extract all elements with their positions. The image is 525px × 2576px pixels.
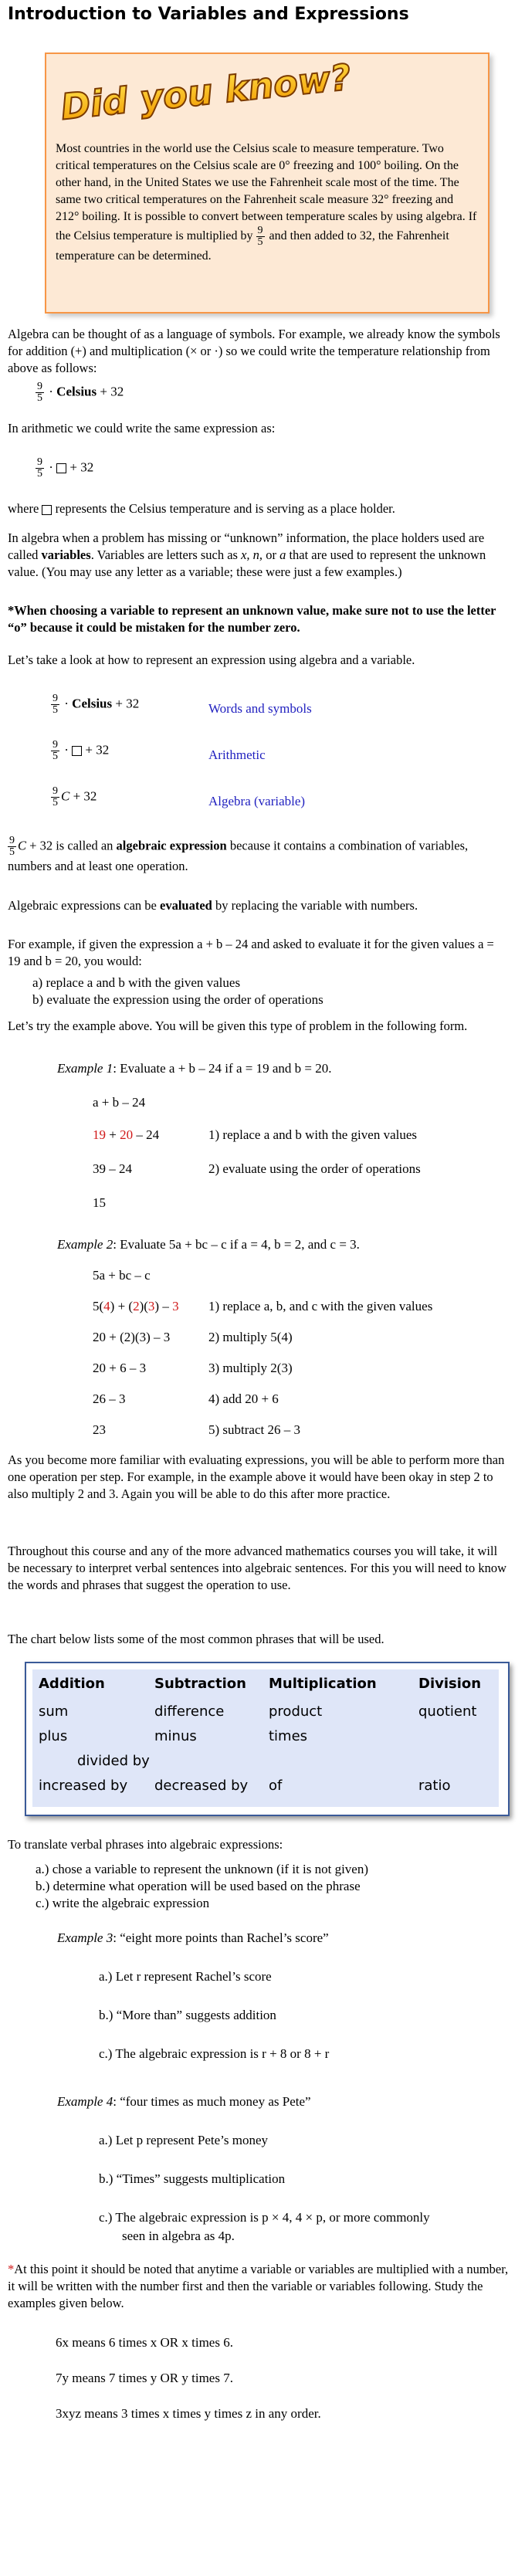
translate-step: c.) write the algebraic expression — [36, 1896, 210, 1910]
chart-cell: sum — [39, 1703, 69, 1720]
variables-paragraph: In algebra when a problem has missing or “unknown” information, the place holders used are called variables. Variables are letters such as x, n, or a that are used to represent the unknown value. (You may use any letter as a variable; these were just a few examples.) — [8, 530, 486, 579]
example4-step: c.) The algebraic expression is p × 4, 4 × p, or more commonly — [99, 2210, 430, 2225]
example2-note: 2) multiply 5(4) — [208, 1330, 293, 1344]
svg-text:Did you know?: Did you know? — [59, 56, 354, 128]
example1-note: 1) replace a and b with the given values — [208, 1127, 418, 1142]
where-paragraph: where represents the Celsius temperature and is serving as a place holder. — [8, 501, 395, 516]
example4-heading: Example 4: “four times as much money as Pete” — [57, 2094, 311, 2109]
evaluate-paragraph: Algebraic expressions can be evaluated by replacing the variable with numbers. — [8, 898, 418, 913]
familiar-paragraph: As you become more familiar with evaluating expressions, you will be able to perform more than one operation per step. For example, in the example above it would have been okay in step 2 to also multiply 2 and 3. Again you will be able to do this after more practice. — [8, 1452, 505, 1501]
chart-cell: increased by — [39, 1778, 128, 1794]
example3-heading: Example 3: “eight more points than Rachel’s score” — [57, 1930, 329, 1945]
example1-note: 2) evaluate using the order of operations — [208, 1161, 421, 1176]
expression-celsius: $\frac{9}{5}$ · Celsius + 32 — [37, 381, 124, 404]
arithmetic-paragraph: In arithmetic we could write the same expression as: — [8, 421, 276, 436]
example3-step: c.) The algebraic expression is r + 8 or 8 + r — [99, 2046, 330, 2061]
example1-row: 19 + 20 – 24 — [93, 1127, 160, 1142]
example1-row: a + b – 24 — [93, 1095, 146, 1110]
lets-try-paragraph: Let’s try the example above. You will be given this type of problem in the following form. — [8, 1019, 468, 1033]
throughout-paragraph: Throughout this course and any of the more advanced mathematics courses you will take, it will be necessary to interpret verbal sentences into algebraic sentences. For this you will need to know the words and phrases that suggest the operation to use. — [8, 1544, 507, 1592]
translate-step: a.) chose a variable to represent the unknown (if it is not given) — [36, 1862, 369, 1876]
step-item: a) replace a and b with the given values — [32, 975, 241, 990]
chart-cell: quotient — [418, 1703, 477, 1720]
chart-cell: times — [269, 1728, 308, 1744]
chart-header: Multiplication — [269, 1676, 377, 1692]
chart-cell: minus — [154, 1728, 197, 1744]
example2-row: 20 + 6 – 3 — [93, 1361, 147, 1375]
example2-row: 26 – 3 — [93, 1391, 126, 1406]
example2-heading: Example 2: Evaluate 5a + bc – c if a = 4, b = 2, and c = 3. — [57, 1237, 360, 1252]
translate-step: b.) determine what operation will be used based on the phrase — [36, 1879, 361, 1893]
chart-cell: plus — [39, 1728, 68, 1744]
example2-row: 23 — [93, 1422, 106, 1437]
example3-step: a.) Let r represent Rachel’s score — [99, 1969, 272, 1984]
did-you-know-box — [45, 53, 489, 314]
example4-step: seen in algebra as 4p. — [122, 2229, 235, 2243]
warning-note: *When choosing a variable to represent an unknown value, make sure not to use the letter “o” because it could be mistaken for the number zero. — [8, 603, 496, 635]
repr-label-algebra: Algebra (variable) — [208, 794, 306, 808]
example3-step: b.) “More than” suggests addition — [99, 2008, 276, 2022]
translate-intro: To translate verbal phrases into algebraic expressions: — [8, 1837, 283, 1852]
final-example: 6x means 6 times x OR x times 6. — [56, 2335, 233, 2350]
note-paragraph: *At this point it should be noted that anytime a variable or variables are multiplied with a number, it will be written with the number first and then the variable or variables following. Study the examples given below. — [8, 2262, 509, 2310]
final-example: 3xyz means 3 times x times y times z in any order. — [56, 2406, 321, 2421]
repr-row-algebra: $\frac{9}{5}$ C + 32 — [52, 785, 97, 808]
example4-step: b.) “Times” suggests multiplication — [99, 2171, 286, 2186]
example1-row: 15 — [93, 1195, 106, 1210]
example1-row: 39 – 24 — [93, 1161, 132, 1176]
did-you-know-text: Most countries in the world use the Celsius scale to measure temperature. Two critical temperatures on the Celsius scale are 0° freezing and 100° boiling. On the other hand, in the United States we use the Fahrenheit scale most of the time. The same two critical temperatures on the Fahrenheit scale measure 32° freezing and 212° boiling. It is possible to convert between temperature scales by using algebra. If the Celsius temperature is multiplied by $\frac{9}{5}$ and then added to 32, the Fahrenheit temperature can be determined. — [56, 142, 477, 263]
fraction-9-5: $\frac{9}{5}$ — [257, 225, 263, 248]
intro-paragraph: Algebra can be thought of as a language of symbols. For example, we already know the symbols for addition (+) and multiplication (× or ·) so we could write the temperature relationship from above as follows: — [8, 327, 500, 375]
did-you-know-logo — [54, 56, 354, 130]
lets-look-paragraph: Let’s take a look at how to represent an expression using algebra and a variable. — [8, 652, 415, 667]
final-example: 7y means 7 times y OR y times 7. — [56, 2371, 233, 2385]
example1-heading: Example 1: Evaluate a + b – 24 if a = 19 and b = 20. — [57, 1061, 332, 1076]
page-title: Introduction to Variables and Expressions — [8, 5, 409, 24]
example4-step: a.) Let p represent Pete’s money — [99, 2133, 269, 2147]
repr-label-words: Words and symbols — [208, 701, 312, 716]
chart-cell: product — [269, 1703, 323, 1720]
chart-cell: decreased by — [154, 1778, 249, 1794]
chart-cell: ratio — [418, 1778, 451, 1794]
example2-row: 20 + (2)(3) – 3 — [93, 1330, 171, 1344]
algebraic-expression-paragraph: $\frac{9}{5}$ C + 32 is called an algebraic expression because it contains a combination of variables, numbers and at least one operation. — [8, 835, 469, 873]
chart-cell: divided by — [77, 1753, 150, 1769]
example2-note: 3) multiply 2(3) — [208, 1361, 293, 1375]
chart-cell: of — [269, 1778, 283, 1794]
chart-header: Addition — [39, 1676, 105, 1692]
chart-intro-paragraph: The chart below lists some of the most common phrases that will be used. — [8, 1632, 384, 1646]
example2-note: 1) replace a, b, and c with the given values — [208, 1299, 433, 1313]
example2-note: 4) add 20 + 6 — [208, 1391, 279, 1406]
step-item: b) evaluate the expression using the order of operations — [32, 992, 323, 1007]
example-intro-paragraph: For example, if given the expression a + b – 24 and asked to evaluate it for the given values a = 19 and b = 20, you would: — [8, 937, 494, 968]
placeholder-box-icon — [56, 463, 66, 473]
expression-arithmetic: $\frac{9}{5}$ · + 32 — [37, 456, 94, 480]
phrase-chart — [25, 1662, 510, 1816]
repr-row-words: $\frac{9}{5}$ · Celsius + 32 — [52, 693, 140, 716]
chart-cell: difference — [154, 1703, 225, 1720]
repr-label-arithmetic: Arithmetic — [208, 747, 266, 762]
placeholder-box-icon — [42, 505, 52, 515]
steps-list — [32, 974, 323, 1008]
example2-note: 5) subtract 26 – 3 — [208, 1422, 300, 1437]
chart-header: Subtraction — [154, 1676, 246, 1692]
example2-row: 5a + bc – c — [93, 1268, 151, 1283]
placeholder-box-icon — [72, 746, 82, 756]
repr-row-arithmetic: $\frac{9}{5}$ · + 32 — [52, 739, 110, 762]
example2-row: 5(4) + (2)(3) – 3 — [93, 1299, 179, 1313]
chart-header: Division — [418, 1676, 482, 1692]
translate-steps — [36, 1861, 368, 1912]
